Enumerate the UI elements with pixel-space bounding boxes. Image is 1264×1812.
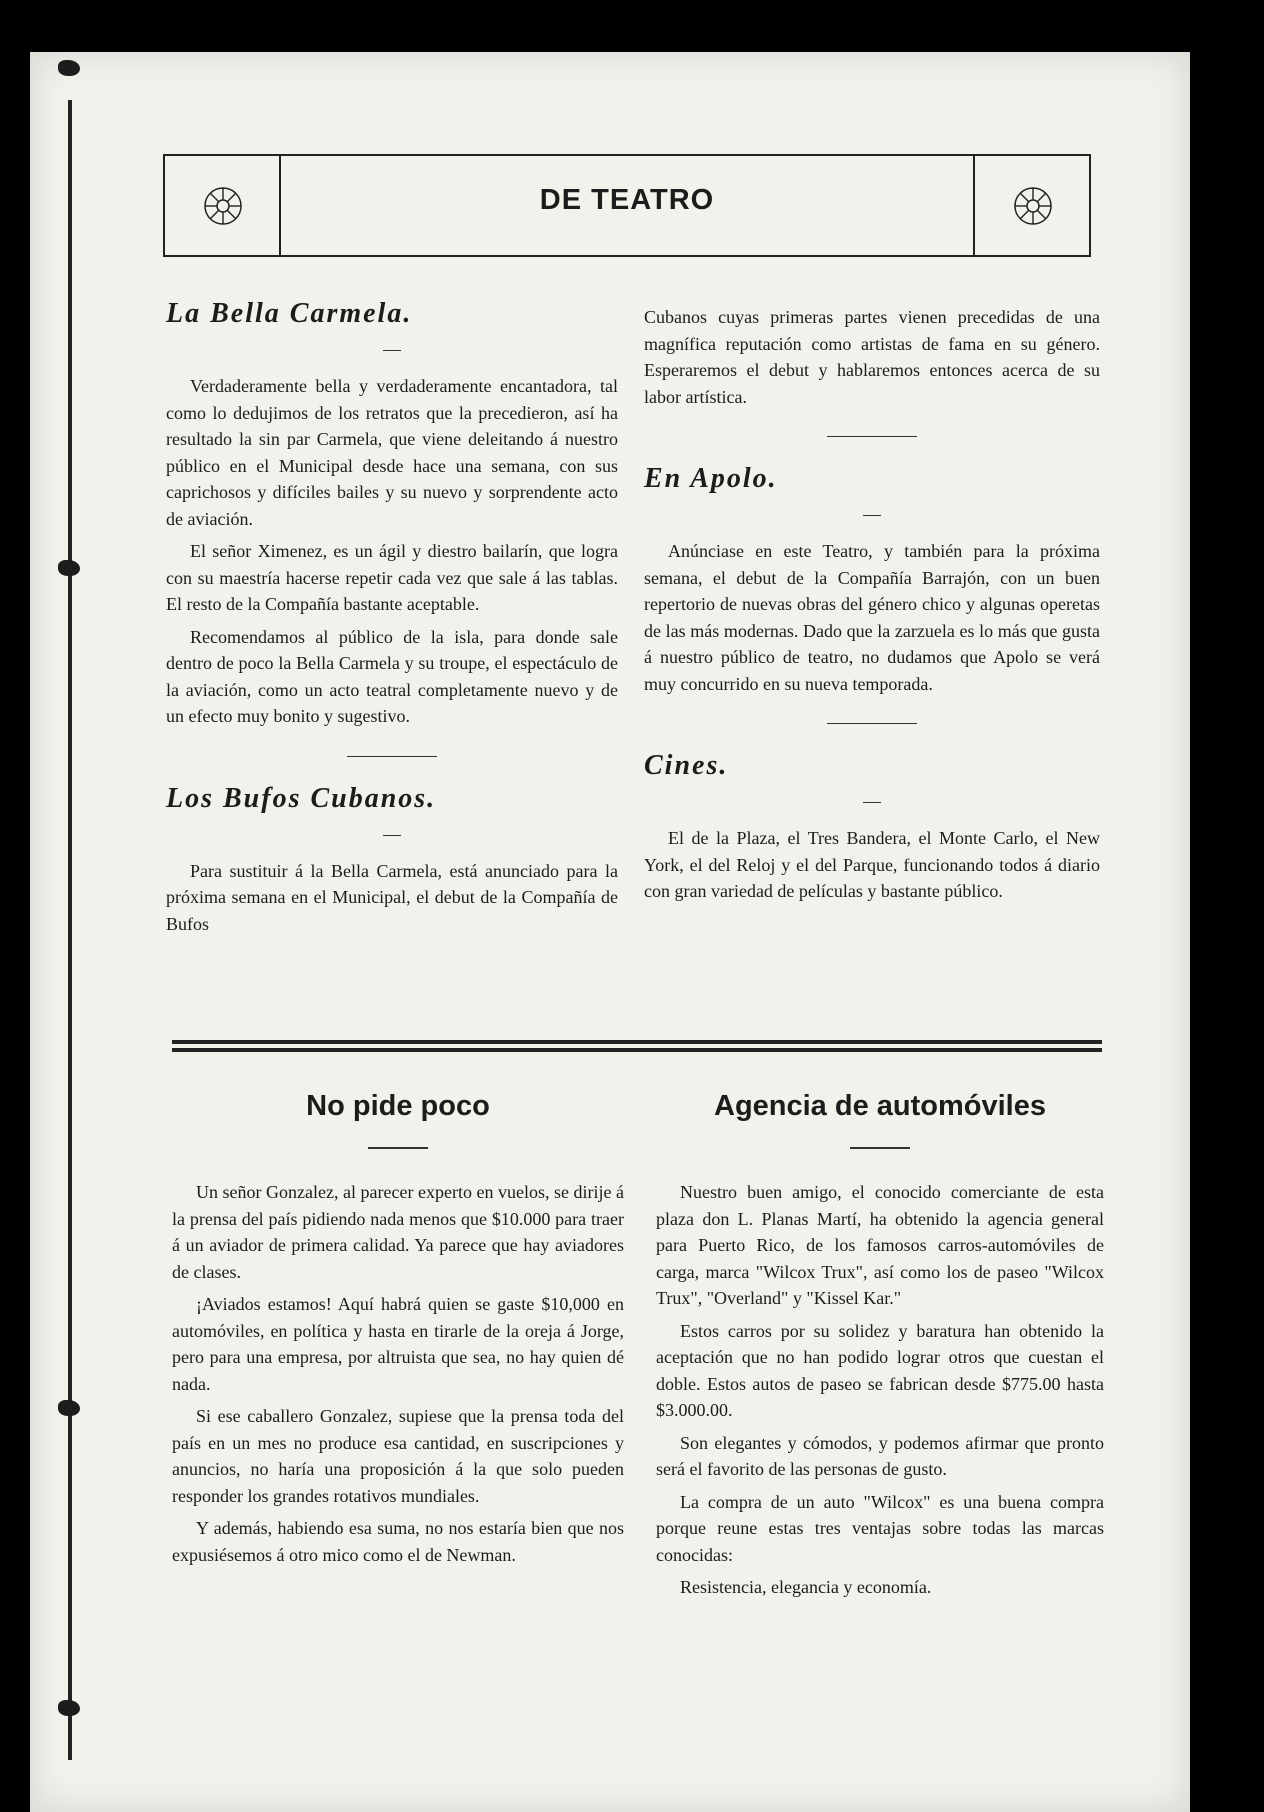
section-title-bella-carmela: La Bella Carmela.	[166, 298, 413, 329]
section-separator	[172, 1040, 1102, 1056]
divider	[368, 1147, 428, 1149]
left-column	[166, 298, 618, 943]
bottom-left-column	[172, 1090, 624, 1574]
section-title-en-apolo: En Apolo.	[644, 463, 778, 494]
paragraph: Para sustituir á la Bella Carmela, está anunciado para la próxima semana en el Municipal, el debut de la Compañía de Bufos	[166, 860, 618, 934]
paragraph: Recomendamos al público de la isla, para donde sale dentro de poco la Bella Carmela y su troupe, el espectáculo de la aviación, como un acto teatral completamente nuevo y de un efecto muy bonito y sugestivo.	[166, 626, 618, 726]
header-right-box	[973, 156, 1091, 255]
rosette-icon	[1013, 186, 1053, 226]
divider	[383, 835, 401, 836]
paragraph: Verdaderamente bella y verdaderamente encantadora, tal como lo dedujimos de los retratos que la precedieron, así ha resultado la sin par Carmela, que viene deleitando á nuestro público en el Municipal desde hace una semana, con sus caprichosos y difíciles bailes y su nuevo y sorprendente acto de aviación.	[166, 376, 618, 529]
header-left-box	[163, 156, 281, 255]
divider	[383, 350, 401, 351]
divider	[347, 756, 437, 757]
paragraph: Resistencia, elegancia y economía.	[680, 1577, 932, 1597]
page-title: DE TEATRO	[539, 184, 715, 216]
paragraph: Un señor Gonzalez, al parecer experto en vuelos, se dirije á la prensa del país pidiendo nada menos que $10.000 para traer á un aviador de primera calidad. Ya parece que hay aviadores de clases.	[172, 1182, 624, 1282]
divider	[827, 723, 917, 724]
bottom-right-column	[656, 1090, 1104, 1607]
paragraph: La compra de un auto "Wilcox" es una buena compra porque reune estas tres ventajas sobre todas las marcas conocidas:	[656, 1491, 1104, 1565]
paragraph: Anúnciase en este Teatro, y también para la próxima semana, el debut de la Compañía Barrajón, con un buen repertorio de nuevas obras del género chico y algunas operetas de las más modernas. Dado que la zarzuela es lo más que gusta á nuestro público de teatro, no dudamos que Apolo se verá muy concurrido en su nueva temporada.	[644, 541, 1100, 694]
binding-cord	[40, 60, 80, 1790]
paragraph: Y además, habiendo esa suma, no nos estaría bien que nos expusiésemos á otro mico como el de Newman.	[172, 1518, 624, 1565]
divider	[863, 515, 881, 516]
article-title-no-pide-poco: No pide poco	[306, 1090, 490, 1122]
divider	[863, 802, 881, 803]
paragraph: Nuestro buen amigo, el conocido comerciante de esta plaza don L. Planas Martí, ha obtenido la agencia general para Puerto Rico, de los famosos carros-automóviles de carga, marca "Wilcox Trux", así como los de paseo "Wilcox Trux", "Overland" y "Kissel Kar."	[656, 1182, 1104, 1308]
article-title-agencia: Agencia de automóviles	[714, 1090, 1046, 1122]
paragraph: Cubanos cuyas primeras partes vienen precedidas de una magnífica reputación como artistas de fama en su género. Esperaremos el debut y hablaremos entonces acerca de su labor artística.	[644, 307, 1100, 407]
section-header	[163, 154, 1091, 257]
paragraph: El señor Ximenez, es un ágil y diestro bailarín, que logra con su maestría hacerse repetir cada vez que sale á las tablas. El resto de la Compañía bastante aceptable.	[166, 541, 618, 614]
paragraph: ¡Aviados estamos! Aquí habrá quien se gaste $10,000 en automóviles, en política y hasta en tirarle de la oreja á Jorge, pero para una empresa, por altruista que sea, no hay quien dé nada.	[172, 1294, 624, 1394]
rosette-icon	[203, 186, 243, 226]
divider	[850, 1147, 910, 1149]
section-title-cines: Cines.	[644, 750, 729, 781]
paragraph: Son elegantes y cómodos, y podemos afirmar que pronto será el favorito de las personas de gusto.	[656, 1432, 1104, 1479]
paragraph: El de la Plaza, el Tres Bandera, el Monte Carlo, el New York, el del Reloj y el del Parque, funcionando todos á diario con gran variedad de películas y bastante público.	[644, 828, 1100, 901]
section-title-bufos-cubanos: Los Bufos Cubanos.	[166, 782, 437, 814]
divider	[827, 436, 917, 437]
paragraph: Estos carros por su solidez y baratura han obtenido la aceptación que no han podido lograr otros que cuestan el doble. Estos autos de paseo se fabrican desde $775.00 hasta $3.000.00.	[656, 1320, 1104, 1420]
paragraph: Si ese caballero Gonzalez, supiese que la prensa toda del país en un mes no produce esa cantidad, en suscripciones y anuncios, no haría una proposición á la que solo pueden responder los grandes rotativos mundiales.	[172, 1406, 624, 1506]
right-column	[644, 304, 1100, 911]
